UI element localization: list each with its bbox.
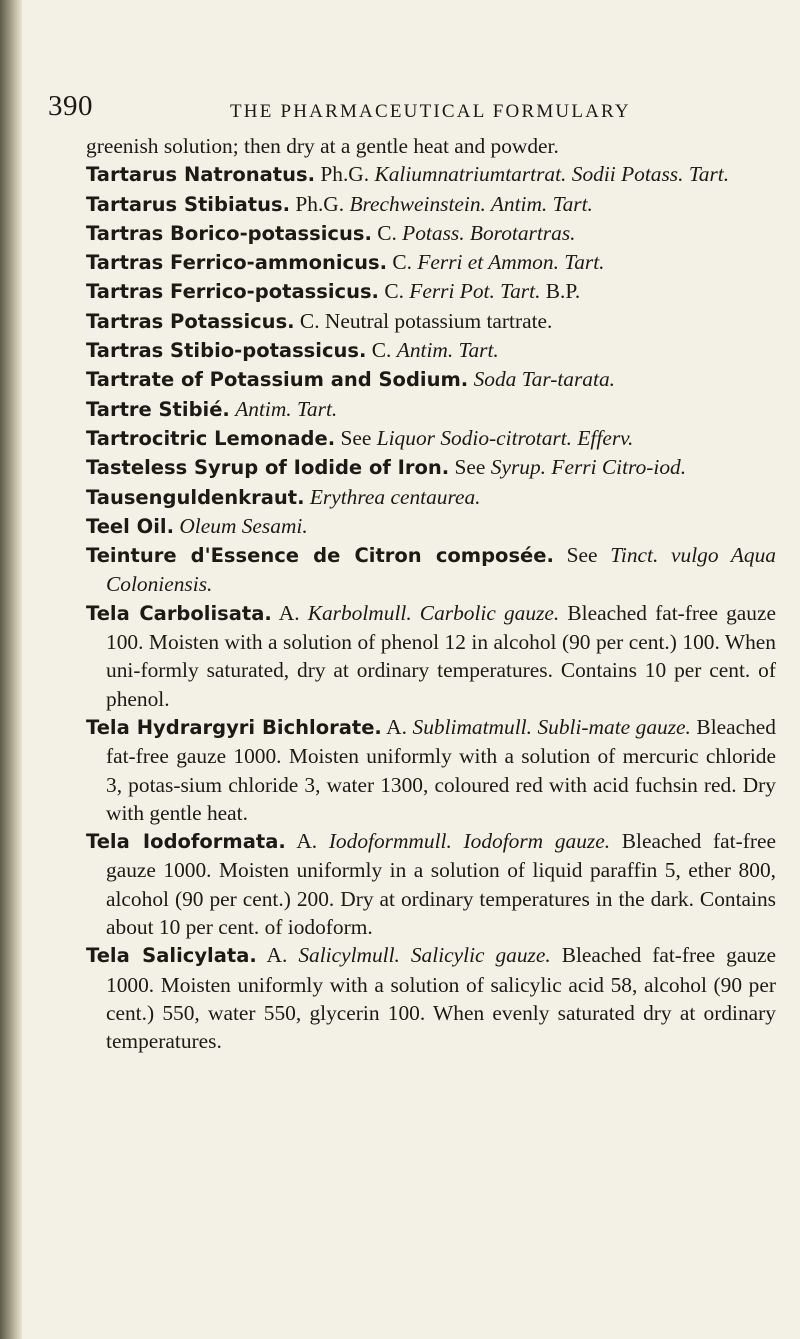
entry-heading: Tartrate of Potassium and Sodium. bbox=[86, 368, 469, 392]
entry-synonym: Sublimatmull. Subli-mate gauze. bbox=[412, 714, 691, 739]
formulary-entry bbox=[86, 599, 776, 713]
entry-heading: Tela Carbolisata. bbox=[86, 601, 272, 625]
entry-heading: Tartarus Natronatus. bbox=[86, 163, 316, 187]
continued-paragraph bbox=[86, 132, 776, 160]
formulary-entry bbox=[86, 160, 776, 189]
entry-synonym: Karbolmull. Carbolic gauze. bbox=[307, 600, 560, 625]
book-binding-edge bbox=[0, 0, 22, 1339]
entry-text: A. bbox=[271, 600, 308, 625]
formulary-entry bbox=[86, 453, 776, 482]
entry-text: C. Neutral potassium tartrate. bbox=[294, 308, 553, 333]
entry-heading: Tartarus Stibiatus. bbox=[86, 192, 291, 216]
entry-heading: Tela Hydrargyri Bichlorate. bbox=[86, 715, 382, 739]
formulary-entry bbox=[86, 336, 776, 365]
entry-heading: Tela Salicylata. bbox=[86, 944, 257, 968]
page-header bbox=[42, 88, 782, 132]
entry-synonym: Liquor Sodio-citrotart. Efferv. bbox=[376, 425, 634, 450]
formulary-entry bbox=[86, 827, 776, 941]
entry-text: See bbox=[449, 455, 491, 480]
formulary-entry bbox=[86, 365, 776, 394]
entry-synonym: Brechweinstein. Antim. Tart. bbox=[349, 191, 593, 216]
formulary-entry bbox=[86, 512, 776, 541]
entry-synonym: Iodoformmull. Iodoform gauze. bbox=[328, 829, 611, 854]
formulary-entry bbox=[86, 941, 776, 1055]
entry-synonym: Syrup. Ferri Citro-iod. bbox=[490, 455, 687, 480]
formulary-entry bbox=[86, 395, 776, 424]
entry-text: Bleached fat-free gauze 1000. Moisten uniformly in a solution of liquid paraffin 5, ether 800, alcohol (90 per cent.) 200. Dry at ordinary temperatures in the dark. Contains about 10 per cent. of iodoform. bbox=[106, 829, 776, 940]
entry-synonym: Antim. Tart. bbox=[396, 338, 499, 363]
formulary-entry bbox=[86, 248, 776, 277]
entry-heading: Tartras Ferrico-ammonicus. bbox=[86, 251, 387, 275]
entry-synonym: Erythrea centaurea. bbox=[309, 484, 481, 509]
running-title: THE PHARMACEUTICAL FORMULARY bbox=[230, 101, 631, 122]
formulary-entry bbox=[86, 424, 776, 453]
formulary-entry bbox=[86, 483, 776, 512]
formulary-entry bbox=[86, 219, 776, 248]
page-number: 390 bbox=[48, 90, 93, 122]
formulary-entry bbox=[86, 277, 776, 306]
entry-text: Ph.G. bbox=[290, 191, 350, 216]
entry-heading: Tartras Stibio-potassicus. bbox=[86, 339, 367, 363]
entry-text: See bbox=[335, 425, 377, 450]
entry-heading: Tartrocitric Lemonade. bbox=[86, 426, 336, 450]
entry-heading: Tartras Borico-potassicus. bbox=[86, 221, 372, 245]
entry-synonym: Oleum Sesami. bbox=[179, 513, 308, 538]
entry-heading: Tausenguldenkraut. bbox=[86, 485, 305, 509]
entry-text: A. bbox=[381, 714, 413, 739]
entry-text: C. bbox=[371, 220, 403, 245]
book-page bbox=[42, 88, 782, 1056]
formulary-entry bbox=[86, 713, 776, 827]
entry-text: A. bbox=[256, 943, 299, 968]
entry-heading: Tartre Stibié. bbox=[86, 397, 230, 421]
entry-heading: Teel Oil. bbox=[86, 514, 174, 538]
entry-heading: Tartras Potassicus. bbox=[86, 309, 295, 333]
entry-text: C. bbox=[378, 279, 410, 304]
entry-synonym: Ferri Pot. Tart. bbox=[409, 279, 541, 304]
entry-text: Bleached fat-free gauze 100. Moisten with a solution of phenol 12 in alcohol (90 per cent.) 100. When uni-formly saturated, dry at ordinary temperatures. Contains 10 per cent. of phenol. bbox=[106, 600, 776, 711]
entry-text: B.P. bbox=[540, 279, 581, 304]
entry-synonym: Potass. Borotartras. bbox=[402, 220, 576, 245]
entry-heading: Tela Iodoformata. bbox=[86, 830, 286, 854]
entry-synonym: Tinct. vulgo Aqua Coloniensis. bbox=[106, 543, 776, 597]
entry-synonym: Salicylmull. Salicylic gauze. bbox=[298, 943, 551, 968]
formulary-entry bbox=[86, 541, 776, 599]
entry-synonym: Soda Tar-tarata. bbox=[473, 367, 615, 392]
entry-heading: Teinture d'Essence de Citron composée. bbox=[86, 544, 554, 568]
entry-text: greenish solution; then dry at a gentle heat and powder. bbox=[86, 134, 559, 158]
entry-text: See bbox=[553, 543, 611, 568]
entry-synonym: Antim. Tart. bbox=[235, 396, 338, 421]
entry-text: Bleached fat-free gauze 1000. Moisten uniformly with a solution of salicylic acid 58, alcohol (90 per cent.) 550, water 550, glycerin 100. When evenly saturated dry at ordinary temperatures. bbox=[106, 943, 776, 1054]
entry-text: C. bbox=[366, 338, 397, 363]
entry-synonym: Kaliumnatriumtartrat. Sodii Potass. Tart. bbox=[374, 162, 730, 187]
formulary-entry bbox=[86, 307, 776, 336]
entry-text: A. bbox=[285, 829, 329, 854]
entry-heading: Tasteless Syrup of Iodide of Iron. bbox=[86, 456, 450, 480]
formulary-entries bbox=[86, 132, 776, 1056]
entry-text: C. bbox=[387, 250, 418, 275]
entry-heading: Tartras Ferrico-potassicus. bbox=[86, 280, 379, 304]
entry-synonym: Ferri et Ammon. Tart. bbox=[417, 250, 605, 275]
entry-text: Ph.G. bbox=[315, 162, 375, 187]
entry-text: Bleached fat-free gauze 1000. Moisten uniformly with a solution of mercuric chloride 3, potas-sium chloride 3, water 1300, coloured red with acid fuchsin red. Dry with gentle heat. bbox=[106, 714, 776, 825]
formulary-entry bbox=[86, 190, 776, 219]
